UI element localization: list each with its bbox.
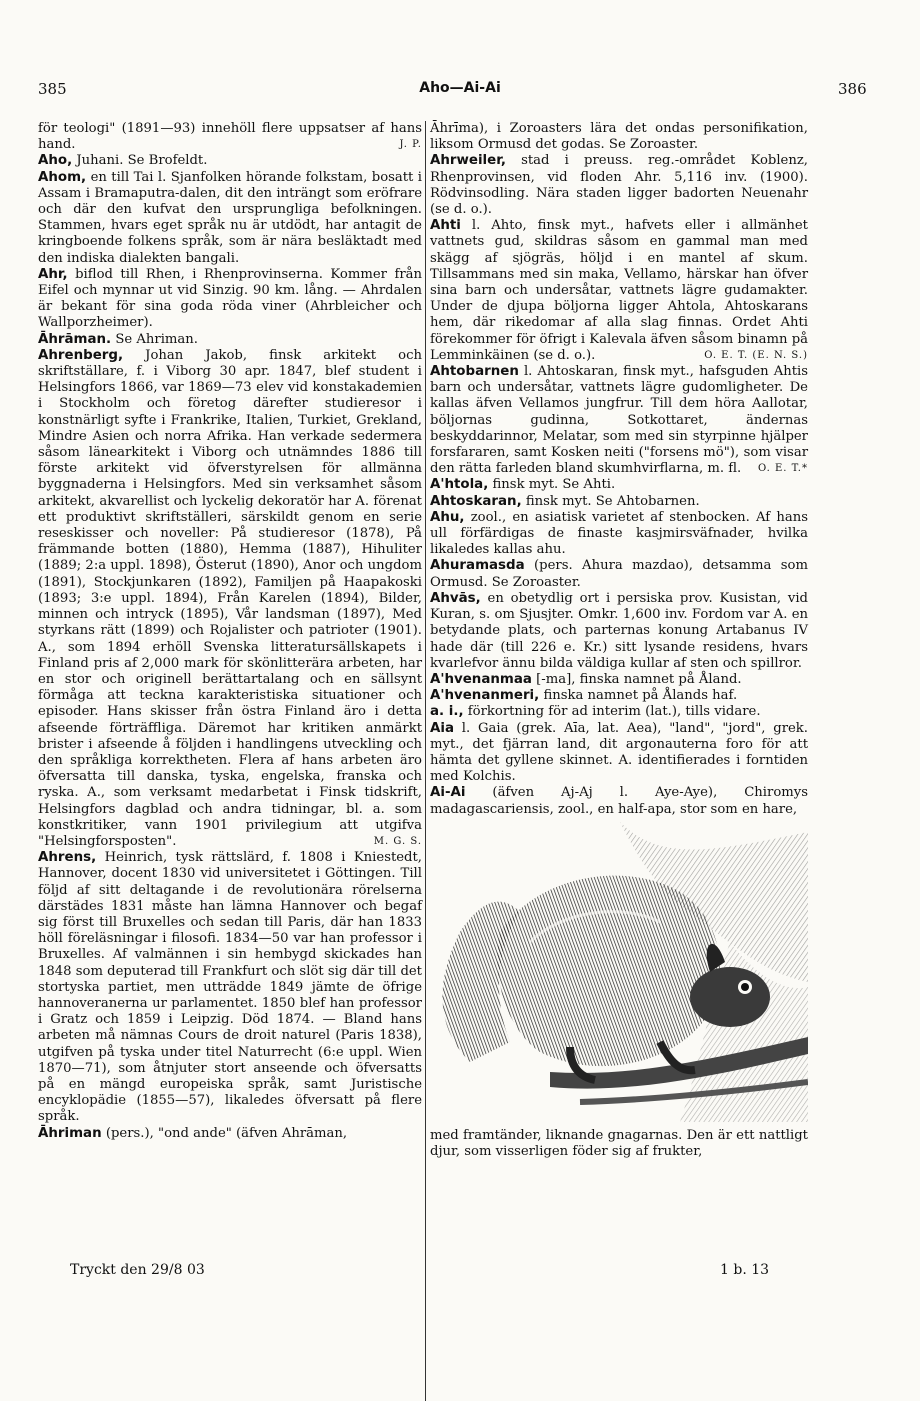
entry: Ahti l. Ahto, finsk myt., hafvets eller i allmänhet vattnets gud, skildras såsom en gammal man med skägg af sjögräs, höljd i en mantel af skum. Tillsammans med sin maka, Vellamo, härskar han öfver sina barn och undersåtar, vattnets lägre gudamakter. Under de djupa böljorna ligger Ahtola, Ahtoskarans hem, där rikedomar af alla slag finnas. Ordet Ahti förekommer för öfrigt i Kalevala äfven såsom binamn på Lemminkäinen (se d. o.). O. E. T. (E. N. S.) bbox=[430, 218, 808, 363]
running-title: Aho—Ai-Ai bbox=[419, 80, 501, 96]
entry: Ahrenberg, Johan Jakob, finsk arkitekt och skriftställare, f. i Viborg 30 apr. 1847, blef student i Helsingfors 1866, var 1869—73 elev vid konstakademien i Stockholm och företog därefter studieresor i konstnärligt syfte i Frankrike, Italien, Turkiet, Grekland, Mindre Asien och norra Afrika. Han verkade sedermera såsom länearkitekt i Viborg och utnämndes 1886 till förste arkitekt vid öfverstyrelsen för allmänna byggnaderna i Helsingfors. Med sin verksamhet såsom arkitekt, akvarellist och lyckelig dekoratör har A. förenat ett produktivt skriftställeri, särskildt genom en serie reseskisser och noveller: På studieresor (1878), På främmande botten (1880), Hemma (1887), Hihuliter (1889; 2:a uppl. 1898), Österut (1890), Anor och ungdom (1891), Stockjunkaren (1892), Familjen på Haapakoski (1893; 3:e uppl. 1894), Från Karelen (1894), Bilder, minnen och intryck (1895), Vår landsman (1897), Med styrkans rätt (1899) och Rojalister och patrioter (1901). A., som 1894 erhöll Svenska litteratursällskapets i Finland pris af 2,000 mark för skönlitterära arbeten, har en stor och originell berättartalang och en sällsynt förmåga att teckna karakteristiska situationer och episoder. Hans skisser från östra Finland äro i detta afseende förträffliga. Däremot har kritiken anmärkt brister i afseende å följden i handlingens utveckling och den språkliga korrektheten. Flera af hans arbeten äro öfversatta till danska, tyska, engelska, franska och ryska. A., som verksamt medarbetat i Finsk tidskrift, Helsingfors dagblad och andra tidningar, bl. a. som konstkritiker, vann 1901 privilegium att utgifva "Helsingforsposten". M. G. S. bbox=[38, 347, 422, 849]
entry: Aia l. Gaia (grek. Aīa, lat. Aea), "land", "jord", grek. myt., det fjärran land, dit argonauterna foro för att hämta det gyllene skinnet. A. identifierades i forntiden med Kolchis. bbox=[430, 720, 808, 785]
page-number-left: 385 bbox=[38, 80, 67, 98]
entry: Ahr, biflod till Rhen, i Rhenprovinserna. Kommer från Eifel och mynnar ut vid Sinzig. 90 km. lång. — Ahrdalen är bekant för sina goda röda viner (Ahrbleicher och Wallporzheimer). bbox=[38, 266, 422, 331]
entry: A'hvenanmeri, finska namnet på Ålands haf. bbox=[430, 688, 738, 704]
entry: Āhrāman. Se Ahriman. bbox=[38, 331, 198, 347]
entry: Ahtoskaran, finsk myt. Se Ahtobarnen. bbox=[430, 493, 700, 509]
column-rule bbox=[425, 121, 426, 1401]
page-number-right: 386 bbox=[838, 80, 867, 98]
entry: A'hvenanmaa [-ma], finska namnet på Åland. bbox=[430, 671, 742, 687]
entry: a. i., förkortning för ad interim (lat.), tills vidare. bbox=[430, 704, 761, 720]
print-date: Tryckt den 29/8 03 bbox=[70, 1262, 205, 1278]
entry: Ahrens, Heinrich, tysk rättslärd, f. 1808 i Kniestedt, Hannover, docent 1830 vid universitetet i Göttingen. Till följd af sitt deltagande i de revolutionära rörelserna därstädes 1831 måste han lämna Hannover och begaf sig först till Bruxelles och sedan till Paris, där han 1833 höll föreläsningar i filosofi. 1834—50 var han professor i Bruxelles. Af valmännen i sin hembygd skickades han 1848 som deputerad till Frankfurt och slöt sig där till det stortyska partiet, men utträdde 1849 jämte de öfrige hannoveranerna ur parlamentet. 1850 blef han professor i Gratz och 1859 i Leipzig. Död 1874. — Bland hans arbeten må nämnas Cours de droit naturel (Paris 1838), utgifven på tyska under titel Naturrecht (6:e uppl. Wien 1870—71), som åtnjuter stort anseende och öfversatts på en mängd europeiska språk, samt Juristische encyklopädie (1855—57), likaledes öfversatt på flere språk. bbox=[38, 850, 422, 1125]
entry: A'htola, finsk myt. Se Ahti. bbox=[430, 477, 616, 493]
entry: Ahu, zool., en asiatisk varietet af stenbocken. Af hans ull förfärdigas de finaste kasjmirsväfnader, hvilka likaledes kallas ahu. bbox=[430, 509, 808, 558]
right-column bbox=[430, 121, 808, 1160]
entry: Āhrīma), i Zoroasters lära det ondas personifikation, liksom Ormusd det godas. Se Zoroaster. bbox=[430, 121, 808, 153]
left-column bbox=[38, 121, 422, 1142]
aye-aye-illustration bbox=[430, 822, 808, 1122]
entry: Ahtobarnen l. Ahtoskaran, finsk myt., hafsguden Ahtis barn och undersåtar, vattnets lägre gudomligheter. De kallas äfven Vellamos jungfrur. Till dem höra Aallotar, böljornas gudinna, Sotkottaret, ändernas beskyddarinnor, Melatar, som med sin styrpinne hjälper forsfararen, samt Kosken neiti ("forsens mö"), som visar den rätta farleden bland skumhvirflarna, m. fl. O. E. T.* bbox=[430, 364, 808, 477]
entry: Ahrweiler, stad i preuss. reg.-området Koblenz, Rhenprovinsen, vid floden Ahr. 5,116 inv. (1900). Rödvinsodling. Nära staden ligger badorten Neuenahr (se d. o.). bbox=[430, 153, 808, 218]
entry: för teologi" (1891—93) innehöll flere uppsatser af hans hand. J. P. bbox=[38, 121, 422, 153]
entry: Āhriman (pers.), "ond ande" (äfven Ahrāman, bbox=[38, 1125, 348, 1141]
entry: Ahom, en till Tai l. Sjanfolken hörande folkstam, bosatt i Assam i Bramaputra-dalen, dit den inträngt som eröfrare och där den kufvat den ursprungliga befolkningen. Stammen, hvars eget språk nu är utdödt, har antagit de kringboende folkens språk, som är nära besläktadt med den indiska dialekten bangali. bbox=[38, 169, 422, 266]
entry: Ahvās, en obetydlig ort i persiska prov. Kusistan, vid Kuran, s. om Sjusjter. Omkr. 1,600 inv. Fordom var A. en betydande plats, och parternas konung Artabanus IV hade där (till 226 e. Kr.) sitt lysande residens, hvars kvarlefvor ännu bilda väldiga kullar af sten och spillror. bbox=[430, 590, 808, 671]
entry-continuation: med framtänder, liknande gnagarnas. Den är ett nattligt djur, som visserligen föder sig af frukter, bbox=[430, 1127, 808, 1159]
entry: Ai-Ai (äfven Aj-Aj l. Aye-Aye), Chiromys madagascariensis, zool., en half-apa, stor som en hare, bbox=[430, 785, 808, 817]
sheet-signature: 1 b. 13 bbox=[720, 1262, 770, 1278]
entry: Aho, Juhani. Se Brofeldt. bbox=[38, 153, 208, 169]
entry: Ahuramasda (pers. Ahura mazdao), detsamma som Ormusd. Se Zoroaster. bbox=[430, 558, 808, 590]
